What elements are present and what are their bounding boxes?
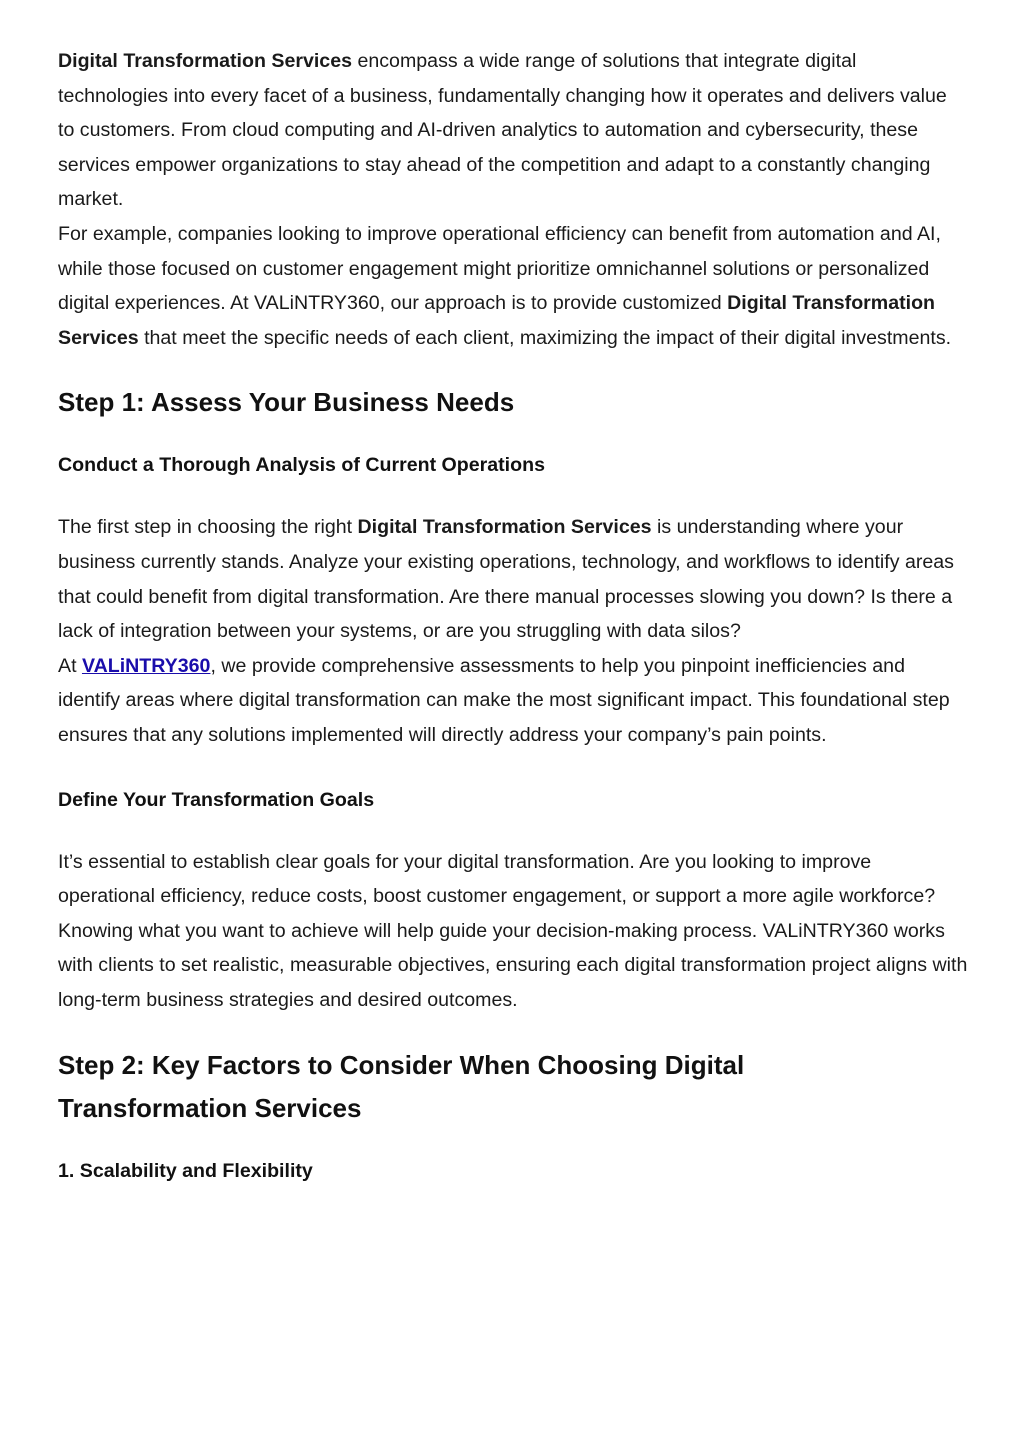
document-page [58, 44, 968, 1186]
intro-bold-term: Digital Transformation Services [58, 50, 353, 72]
intro-text: For example, companies looking to improve operational efficiency can benefit from automation and AI, while those focused on customer engagement might prioritize omnichannel solutions or personalized digital experiences. At VALiNTRY360, our approach is to provide customized [58, 222, 941, 315]
step2-heading-line2: Transformation Services [58, 1093, 362, 1124]
analysis-paragraph-2 [58, 649, 968, 753]
analysis-text: The first step in choosing the right [58, 516, 358, 539]
analysis-text: , we provide comprehensive assessments to help you pinpoint inefficiencies and identify areas where digital transformation can make the most significant impact. This foundational step ensures that any solutions implemented will directly address your company’s pain points. [58, 654, 950, 746]
step1-subheading-analysis: Conduct a Thorough Analysis of Current Operations [58, 454, 545, 477]
intro-text: that meet the specific needs of each client, maximizing the impact of their digital investments. [138, 326, 952, 349]
analysis-text: is understanding where your business currently stands. Analyze your existing operations, technology, and workflows to identify areas that could benefit from digital transformation. Are there manual processes slowing you down? Is there a lack of integration between your systems, or are you struggling with data silos? [58, 516, 954, 643]
analysis-text: At [58, 654, 82, 677]
step2-heading [58, 1044, 968, 1130]
step1-heading: Step 1: Assess Your Business Needs [58, 387, 515, 418]
step1-subheading-goals: Define Your Transformation Goals [58, 788, 375, 811]
analysis-bold-term: Digital Transformation Services [357, 516, 652, 539]
goals-paragraph: It’s essential to establish clear goals for your digital transformation. Are you looking to improve operational efficiency, reduce costs, boost customer engagement, or support a more agile workforce? Knowing what you want to achieve will help guide your decision-making process. VALiNTRY360 works with clients to set realistic, measurable objectives, ensuring each digital transformation project aligns with long-term business strategies and desired outcomes. [58, 850, 968, 1011]
valintry360-link[interactable]: VALiNTRY360 [81, 654, 211, 677]
intro-paragraph-2 [58, 217, 968, 355]
analysis-paragraph-1 [58, 510, 968, 648]
intro-text: encompass a wide range of solutions that integrate digital technologies into every facet of a business, fundamentally changing how it operates and delivers value to customers. From cloud computing and AI-driven analytics to automation and cybersecurity, these services empower organizations to stay ahead of the competition and adapt to a constantly changing market. [58, 50, 947, 211]
step2-heading-line1: Step 2: Key Factors to Consider When Choosing Digital [58, 1050, 745, 1081]
intro-bold-term: Digital Transformation Services [58, 292, 936, 349]
step2-subheading-scalability: 1. Scalability and Flexibility [58, 1160, 313, 1183]
intro-paragraph-1 [58, 44, 968, 217]
